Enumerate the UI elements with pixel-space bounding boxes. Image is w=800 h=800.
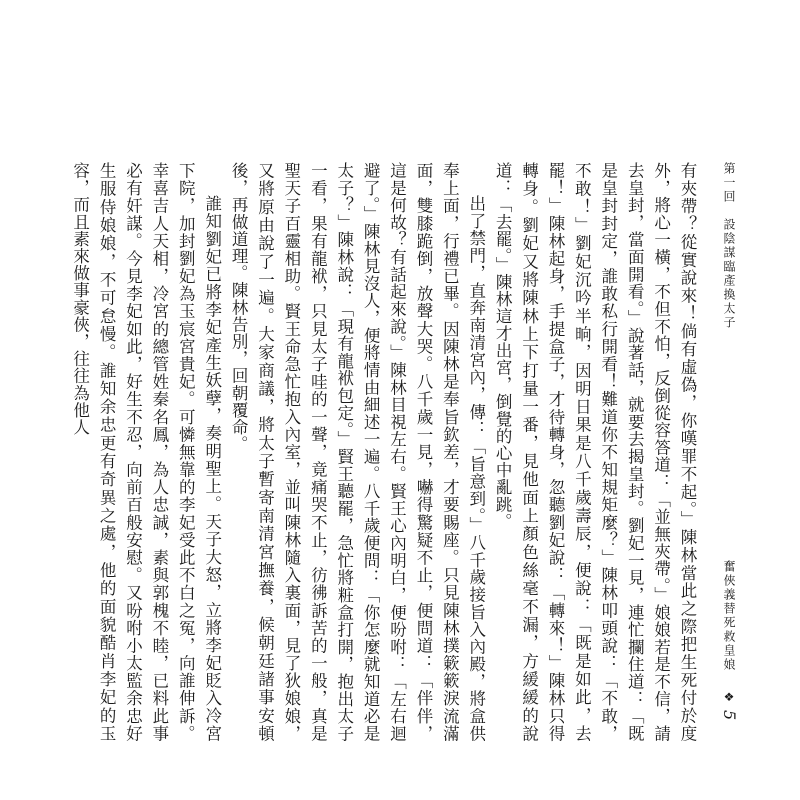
couplet-second-line: 奮俠義替死救皇娘 xyxy=(722,560,736,672)
paragraph-3: 誰知劉妃已將李妃產生妖孽，奏明聖上。天子大怒，立將李妃貶入冷宮下院，加封劉妃為玉宸宮貴妃。可憐無靠的李妃受此不白之冤，向誰伸訴。幸喜吉人天相，冷宮的總管姓秦名鳳，為人忠誠，素與郭槐不睦，已料此事必有奸謀。今見李妃如此，好生不忍，向前百般安慰。又吩咐小太監余忠好生服侍娘娘，不可怠慢。誰知余忠更有奇異之處，他的面貌酷肖李妃的玉容，而且素來做事豪俠，往往為他人 xyxy=(70,162,222,742)
running-header xyxy=(718,162,740,737)
body-text xyxy=(70,162,700,742)
chapter-number: 第一回 xyxy=(722,162,736,204)
paragraph-2: 出了禁門，直奔南清宮內，傳：「旨意到。」八千歲接旨入內殿，將盒供奉上面，行禮已畢。因陳林是奉旨欽差，才要賜座。只見陳林撲簌簌淚流滿面，雙膝跪倒，放聲大哭。八千歲一見，嚇得驚疑不止，便問道：「伴伴，這是何故？有話起來說。」陳林目視左右。賢王心內明白，便吩咐：「左右迴避了。」陳林見沒人，便將情由細述一遍。八千歲便問：「你怎麼就知道必是太子？」陳林說：「現有龍袱包定。」賢王聽罷，急忙將粧盒打開，抱出太子一看，果有龍袱，只見太子哇的一聲，竟痛哭不止，彷彿訴苦的一般，真是聖天子百靈相助。賢王命急忙抱入內室，並叫陳林隨入裏面，見了狄娘娘，又將原由說了一遍。大家商議，將太子暫寄南清宮撫養，候朝廷諸事安頓後，再做道理。陳林告別，回朝覆命。 xyxy=(229,162,486,742)
chapter-title: 設陰謀臨產換太子 xyxy=(722,218,736,330)
chapter-heading xyxy=(718,162,740,330)
page-number: 5 xyxy=(720,710,739,721)
paragraph-1: 有夾帶？從實說來！倘有虛偽，你嘆罪不起。」陳林當此之際把生死付於度外，將心一橫，不但不怕，反倒從容答道：「並無夾帶。」娘娘若是不信，請去皇封，當面開看。」說著話，就要去揭皇封。劉妃一見，連忙攔住道：「既是皇封封定，誰敢私行開看！難道你不知規矩麼？」陳林叩頭說：「不敢，不敢！」劉妃沉吟半晌，因明日果是八千歲壽辰，便說：「既是如此，去罷！」陳林起身，手提盒子，才待轉身，忽聽劉妃說：「轉來！」陳林只得轉身。劉妃又將陳林上下打量一番，見他面上顏色絲毫不漏，方緩緩的說道：「去罷。」陳林這才出宮，倒覺的心中亂跳。 xyxy=(493,162,697,742)
ornament-icon: ❖ xyxy=(722,690,736,704)
